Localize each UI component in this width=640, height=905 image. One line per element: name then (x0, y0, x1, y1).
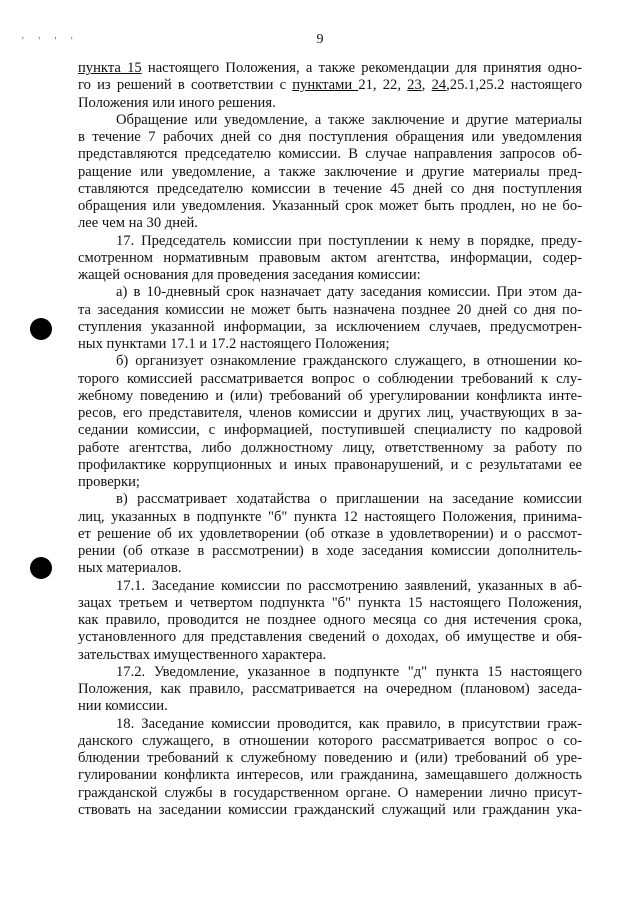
text-line (78, 647, 582, 664)
reference-link: 23 (407, 77, 422, 94)
text-line (78, 560, 582, 577)
text-run: б) организует ознакомление гражданского служащего, в отношении ко- (116, 353, 582, 370)
text-run: Положения, как правило, рассматривается на очередном (плановом) заседа- (78, 681, 582, 697)
text-line (78, 664, 582, 681)
paragraph-p7 (78, 578, 582, 664)
text-run: в течение 7 рабочих дней со дня поступления обращения или уведомления (78, 129, 582, 145)
text-run: ствовать на заседании комиссии гражданский служащий или гражданин ука- (78, 801, 582, 818)
text-line (78, 440, 582, 457)
text-line (78, 785, 582, 802)
text-run: рении (об отказе в рассмотрении) в ходе заседания комиссии дополнитель- (78, 543, 582, 559)
text-run: данского служащего, в отношении которого рассматривается вопрос о со- (78, 732, 582, 749)
text-run: торого комиссией рассматривается вопрос о соблюдении требований к слу- (78, 370, 582, 387)
text-line (78, 629, 582, 646)
text-line (78, 181, 582, 198)
text-run: а) в 10-дневный срок назначает дату заседания комиссии. При этом да- (116, 284, 582, 301)
paragraph-p1 (78, 60, 582, 112)
text-line (78, 60, 582, 77)
text-run: обращения или уведомления. Указанный срок может быть продлен, но не бо- (78, 198, 582, 214)
text-line (78, 750, 582, 767)
text-line (78, 198, 582, 215)
text-line (78, 422, 582, 439)
text-line (78, 405, 582, 422)
text-line (78, 457, 582, 474)
text-run: гулировании конфликта интересов, или гражданина, замещавшего должность (78, 767, 582, 784)
reference-link: пункта 15 (78, 60, 142, 76)
paragraph-p2 (78, 112, 582, 233)
text-run: ступления указанной информации, за исключением случаев, предусмотрен- (78, 318, 582, 335)
text-line (78, 129, 582, 146)
text-line (78, 543, 582, 560)
text-run: 17.1. Заседание комиссии по рассмотрению заявлений, указанных в аб- (116, 577, 582, 594)
text-run: го из решений в соответствии с (78, 77, 293, 94)
scan-corner-marks: ' ' ' ' (22, 36, 79, 47)
paragraph-p9 (78, 716, 582, 820)
text-run: работе агентства, либо должностному лицу, ответственному за работу по (78, 439, 582, 456)
document-body (78, 60, 582, 819)
text-line (78, 767, 582, 784)
text-run: проверки; (78, 474, 140, 490)
text-line (78, 250, 582, 267)
text-line (78, 215, 582, 232)
text-run: ращение или уведомление, а также заключение и другие материалы пред- (78, 163, 582, 180)
text-run: ставляются председателю комиссии в течение 45 дней со дня поступления (78, 180, 582, 197)
text-run: смотренном нормативным правовым актом агентства, информации, содер- (78, 249, 582, 266)
text-line (78, 319, 582, 336)
text-run: ных материалов. (78, 560, 182, 577)
text-run: как правило, проводится не позднее одного месяца со дня истечения срока, (78, 612, 582, 628)
reference-link: пунктами (292, 77, 359, 94)
text-run: ресов, его представителя, членов комиссии и других лиц, участвующих в за- (78, 405, 582, 421)
page-number: 9 (316, 32, 324, 47)
text-run: настоящего Положения, а также рекомендации для принятия одно- (141, 60, 582, 76)
text-run: ет решение об их удовлетворении (об отказе в удовлетворении) и о рассмот- (78, 525, 582, 542)
text-line (78, 164, 582, 181)
text-line (78, 716, 582, 733)
text-run: зательствах имущественного характера. (78, 646, 327, 663)
text-line (78, 491, 582, 508)
text-run: профилактике коррупционных и иных правонарушений, и с результатами ее (78, 456, 582, 473)
punch-hole-top-icon (30, 318, 52, 340)
text-line (78, 371, 582, 388)
text-run: жебному поведению и (или) требований об урегулировании конфликта инте- (78, 387, 582, 404)
text-run: блюдении требований к служебному поведению и (или) требований об уре- (78, 750, 582, 766)
text-line (78, 526, 582, 543)
text-run: гражданской службы в государственном органе. О намерении лично присут- (78, 784, 582, 801)
text-line (78, 77, 582, 94)
text-run: 18. Заседание комиссии проводится, как правило, в присутствии граж- (116, 715, 582, 732)
text-line (78, 302, 582, 319)
text-line (78, 267, 582, 284)
text-run: ,25.1,25.2 настоящего (446, 77, 583, 94)
text-line (78, 474, 582, 491)
text-run: ных пунктами 17.1 и 17.2 настоящего Положения; (78, 336, 390, 352)
paragraph-p8 (78, 664, 582, 716)
text-run: представляются председателю комиссии. В случае направления запросов об- (78, 146, 582, 163)
text-run: зацах третьем и четвертом подпункта "б" пункта 15 настоящего Положения, (78, 594, 582, 611)
reference-link: 24 (431, 77, 447, 94)
text-run: жащей основания для проведения заседания комиссии: (78, 267, 421, 283)
paragraph-p6 (78, 491, 582, 577)
paragraph-p3 (78, 233, 582, 285)
text-line (78, 509, 582, 526)
punch-hole-bottom-icon (30, 557, 52, 579)
text-line (78, 802, 582, 819)
text-run: Обращение или уведомление, а также заключение и другие материалы (116, 111, 582, 128)
text-line (78, 612, 582, 629)
text-line (78, 353, 582, 370)
text-line (78, 146, 582, 163)
paragraph-p5 (78, 353, 582, 491)
text-run: та заседания комиссии не может быть назначена позднее 20 дней со дня по- (78, 301, 582, 318)
text-run: Положения или иного решения. (78, 94, 276, 111)
text-run: нии комиссии. (78, 698, 168, 715)
text-run: лиц, указанных в подпункте "б" пункта 12 настоящего Положения, принима- (78, 508, 582, 525)
text-line (78, 388, 582, 405)
text-run: в) рассматривает ходатайства о приглашении на заседание комиссии (116, 491, 582, 508)
text-line (78, 233, 582, 250)
text-line (78, 698, 582, 715)
text-line (78, 578, 582, 595)
text-line (78, 284, 582, 301)
text-line (78, 681, 582, 698)
text-line (78, 336, 582, 353)
text-run: 17. Председатель комиссии при поступлении к нему в порядке, преду- (116, 232, 582, 249)
text-run: седании комиссии, с информацией, поступившей специалисту по кадровой (78, 422, 582, 439)
paragraph-p4 (78, 284, 582, 353)
text-run: 17.2. Уведомление, указанное в подпункте "д" пункта 15 настоящего (116, 663, 582, 680)
text-run: лее чем на 30 дней. (78, 215, 198, 232)
text-line (78, 95, 582, 112)
text-run: 21, 22, (358, 77, 408, 94)
text-line (78, 733, 582, 750)
text-line (78, 595, 582, 612)
text-line (78, 112, 582, 129)
text-run: установленного для представления сведений о доходах, об имуществе и обя- (78, 629, 582, 646)
text-run: , (421, 77, 432, 94)
